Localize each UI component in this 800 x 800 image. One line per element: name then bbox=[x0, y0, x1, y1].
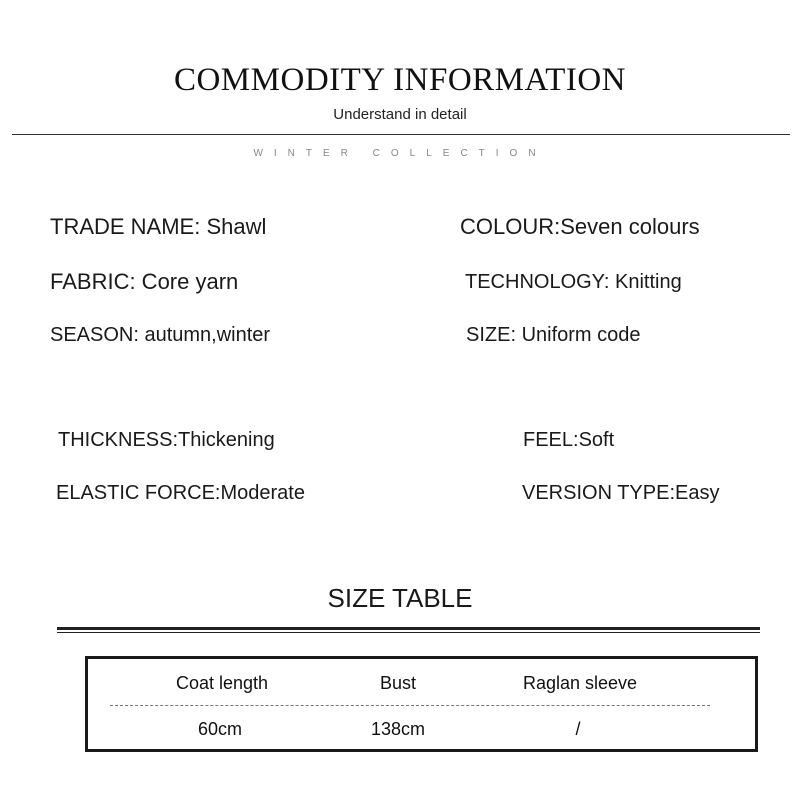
spec-feel: FEEL:Soft bbox=[523, 429, 615, 451]
size-table-cell-coat-length: 60cm bbox=[197, 719, 242, 739]
size-table-title: SIZE TABLE bbox=[327, 583, 473, 613]
spec-version-type: VERSION TYPE:Easy bbox=[522, 482, 720, 504]
spec-technology: TECHNOLOGY: Knitting bbox=[465, 271, 682, 293]
size-table-header-coat-length: Coat length bbox=[175, 673, 269, 693]
spec-season: SEASON: autumn,winter bbox=[50, 324, 271, 346]
size-table-cell-raglan-sleeve: / bbox=[575, 719, 581, 739]
spec-thickness: THICKNESS:Thickening bbox=[58, 429, 275, 451]
spec-colour: COLOUR:Seven colours bbox=[460, 214, 700, 239]
spec-elastic-force: ELASTIC FORCE:Moderate bbox=[56, 482, 305, 504]
page-subtitle: Understand in detail bbox=[333, 106, 467, 123]
size-table-divider-thick bbox=[57, 627, 760, 630]
spec-fabric: FABRIC: Core yarn bbox=[50, 269, 239, 294]
size-table-divider-thin bbox=[57, 632, 760, 633]
size-table-header-raglan-sleeve: Raglan sleeve bbox=[522, 673, 638, 693]
spec-size: SIZE: Uniform code bbox=[466, 324, 641, 346]
header-divider bbox=[12, 134, 790, 135]
collection-label: WINTER COLLECTION bbox=[253, 148, 547, 159]
size-table-row-divider bbox=[110, 705, 710, 706]
size-table-cell-bust: 138cm bbox=[370, 719, 426, 739]
size-table-header-bust: Bust bbox=[379, 673, 417, 693]
page-title: COMMODITY INFORMATION bbox=[173, 62, 627, 98]
spec-trade-name: TRADE NAME: Shawl bbox=[50, 214, 267, 239]
